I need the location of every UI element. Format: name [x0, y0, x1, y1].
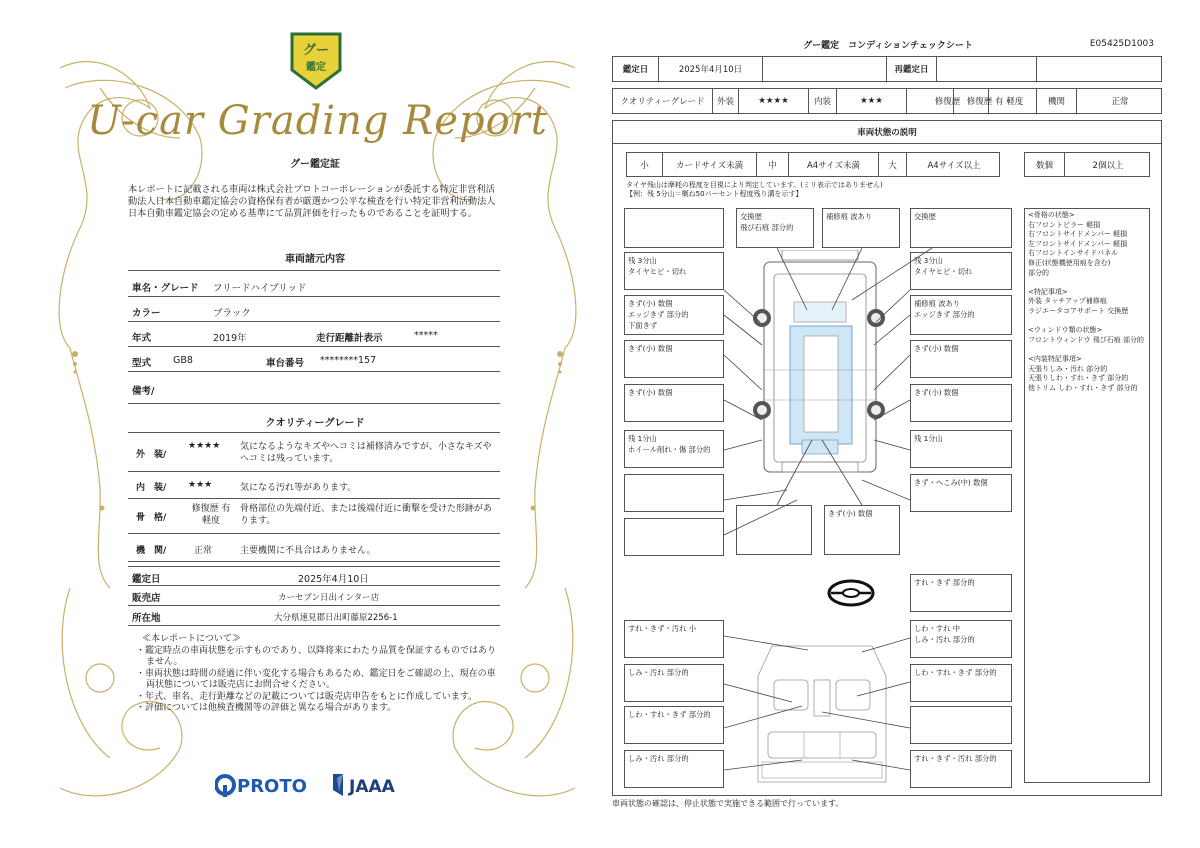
count-legend — [1024, 152, 1150, 177]
spec-name-label: 車名・グレード — [132, 283, 199, 294]
int-box-steering: すれ・きず 部分的 — [910, 574, 1012, 612]
section-title-bar — [612, 120, 1162, 144]
redate-value — [937, 57, 1037, 81]
quality-row — [612, 88, 1162, 114]
spec-row-color — [128, 297, 500, 322]
certificate-heading: グー鑑定証 — [290, 159, 340, 170]
grade-row-engine — [128, 534, 500, 562]
ext-box-right-tire-front: 残 3分山 タイヤヒビ・切れ — [910, 252, 1012, 290]
spec-year-value: 2019年 — [213, 333, 247, 344]
ext-box-left-tire-rear: 残 1分山 ホイール削れ・傷 部分的 — [624, 430, 724, 468]
jaaa-logo-text: JAAA — [349, 777, 395, 797]
size-legend — [626, 152, 1000, 177]
spec-heading: 車両諸元内容 — [285, 254, 345, 265]
spec-mileage-value: ***** — [414, 330, 438, 341]
spec-chassis-label: 車台番号 — [266, 358, 305, 369]
ext-box-right-tire-rear: 残 1分山 — [910, 430, 1012, 468]
engine-value: 正常 — [1111, 97, 1129, 107]
ext-box-left-rear: きず(小) 数個 — [624, 384, 724, 422]
engine-label: 機関 — [1037, 89, 1077, 113]
spec-row-name — [128, 272, 500, 297]
ext-box-left-tire-front: 残 3分山 タイヤヒビ・切れ — [624, 252, 724, 290]
grade-frame-label: 骨 格/ — [136, 513, 167, 523]
proto-logo-text: PROTO — [237, 776, 307, 797]
leader-lines-exterior — [612, 200, 1022, 570]
document-id: E05425D1003 — [1089, 39, 1154, 49]
tire-example: 【例：残 5分山＝概ね50パーセント程度残り溝を示す】 — [626, 190, 803, 198]
spec-color-label: カラー — [132, 308, 161, 319]
grade-row-exterior — [128, 434, 500, 472]
legend-small: 小 — [627, 153, 663, 176]
legend-large-desc: A4サイズ以上 — [927, 160, 981, 171]
divider — [128, 432, 500, 433]
int-box-mid-left: しわ・すれ・きず 部分的 — [624, 706, 724, 744]
jaaa-logo — [333, 774, 396, 797]
repair-value: 修復歴 有 軽度 — [953, 89, 1037, 113]
legend-mid: 中 — [757, 153, 789, 176]
grade-exterior-label: 外 装/ — [136, 450, 167, 460]
ext-box-left-mid: きず(小) 数個 — [624, 340, 724, 378]
grade-interior-value: ★★★ — [188, 480, 213, 490]
report-notes — [136, 634, 496, 715]
grade-interior-desc: 気になる汚れ等があります。 — [240, 483, 357, 493]
int-box-rear-right: すれ・きず・汚れ 部分的 — [910, 750, 1012, 788]
spec-row-remarks — [128, 372, 500, 404]
info-date-value: 2025年4月10日 — [298, 574, 369, 585]
sheet-footer: 車両状態の確認は、停止状態で実施できる範囲で行っています。 — [612, 799, 844, 808]
grade-interior-label: 内 装/ — [136, 483, 167, 493]
ext-box-top-mid2: 補修痕 波あり — [822, 208, 900, 248]
spec-chassis-value: ********157 — [320, 355, 377, 366]
ext-box-top-right: 交換歴 — [910, 208, 1012, 248]
date-row — [612, 56, 1162, 82]
ext-box-right-rear: きず(小) 数個 — [910, 384, 1012, 422]
info-row-date — [128, 566, 500, 586]
int-box-front-seat-left: しみ・汚れ 部分的 — [624, 664, 724, 702]
ext-box-top-mid: 交換歴 飛び石痕 部分的 — [736, 208, 814, 248]
ext-box-right-mid: きず(小) 数個 — [910, 340, 1012, 378]
spec-model-value: GB8 — [173, 355, 193, 366]
date-value: 2025年4月10日 — [659, 57, 763, 81]
spec-color-value: ブラック — [213, 308, 251, 319]
sheet-title: グー鑑定 コンディションチェックシート — [803, 41, 973, 51]
note-item: ・評価については他検査機関等の評価と異なる場合があります。 — [136, 703, 397, 713]
spec-remarks-label: 備考/ — [132, 386, 155, 397]
info-row-address — [128, 606, 500, 626]
report-title: U-car Grading Report — [87, 98, 548, 144]
steering-wheel-icon — [826, 578, 876, 608]
ext-box-right-back: きず・へこみ(中) 数個 — [910, 474, 1012, 512]
spec-row-year — [128, 322, 500, 347]
legend-mid-desc: A4サイズ未満 — [789, 153, 879, 176]
spec-name-value: フリードハイブリッド — [213, 283, 307, 294]
special-notes: <骨格の状態> 右フロントピラー 軽損 右フロントサイドメンバー 軽損 左フロントサイドメンバー 軽損 右フロントインサイドパネル 修正(状態機使用痕を含む) 部分的 <特記事項> 外装 タッチアップ補修痕 ラジエータコアサポート 交換歴 <ウィンドウ類の状態> フロントウィンドウ 飛び石痕 部分的 <内装特記事項> 天張りしみ・汚れ 部分的 天張りしわ・すれ・きず 部分的 他トリム しわ・すれ・きず 部分的 — [1024, 208, 1150, 783]
ext-value: ★★★★ — [739, 89, 809, 113]
note-item: ・年式、車名、走行距離などの記載については販売店申告をもとに作成しています。 — [136, 691, 478, 702]
int-label: 内装 — [809, 89, 837, 113]
goo-kantei-badge — [288, 30, 344, 92]
grading-report-page — [40, 28, 595, 818]
legend-large: 大 — [879, 153, 907, 176]
legend-small-desc: カードサイズ未満 — [663, 153, 757, 176]
legend-count-desc: 2個以上 — [1092, 160, 1124, 171]
badge-top-text: グー — [302, 43, 330, 58]
leader-lines-interior — [612, 610, 1022, 800]
grade-exterior-value: ★★★★ — [188, 441, 221, 451]
redate-label: 再鑑定日 — [887, 57, 937, 81]
note-item: ・車両状態は時間の経過に伴い変化する場合もあるため、鑑定日をご確認の上、現在の車両状態については販売店にお問合せください。 — [136, 668, 496, 690]
info-date-label: 鑑定日 — [132, 574, 161, 585]
ext-box-bottom-mid: きず(小) 数個 — [824, 505, 900, 555]
notes-title: ≪本レポートについて≫ — [142, 634, 241, 644]
spec-model-label: 型式 — [132, 358, 152, 369]
proto-logo — [216, 776, 307, 797]
date-label: 鑑定日 — [613, 57, 659, 81]
ext-label: 外装 — [713, 89, 739, 113]
note-item: ・鑑定時点の車両状態を示すものであり、以降将来にわたり品質を保証するものではありません。 — [136, 645, 497, 667]
condition-check-sheet — [612, 30, 1164, 820]
grade-engine-label: 機 関/ — [136, 546, 167, 556]
date-blank — [763, 57, 887, 81]
quality-label: クオリティーグレード — [613, 89, 713, 113]
grade-row-interior — [128, 472, 500, 499]
grade-heading: クオリティーグレード — [265, 418, 365, 429]
spec-row-model — [128, 347, 500, 372]
grade-exterior-desc: 気になるようなキズやヘコミは補修済みですが、小さなキズやヘコミは残っています。 — [240, 442, 492, 464]
int-box-rear-left: しみ・汚れ 部分的 — [624, 750, 724, 788]
spec-mileage-label: 走行距離計表示 — [316, 333, 383, 344]
int-box-dash-left: すれ・きず・汚れ 小 — [624, 620, 724, 658]
tire-note: タイヤ残山は摩耗の程度を目視により判定しています。(ミリ表示ではありません) — [626, 181, 883, 189]
info-row-shop — [128, 586, 500, 606]
badge-bottom-text: 鑑定 — [306, 62, 326, 73]
certificate-intro: 本レポートに記載される車両は株式会社プロトコーポレーションが委託する特定非営利活動法人日本自動車鑑定協会の資格保有者が厳選かつ公平な検査を行い特定非営利活動法人日本自動車鑑定協会の定める基準にて品質評価を行ったものであることを証明する。 — [128, 184, 496, 219]
ext-box-right-door-front: 補修痕 波あり エッジきず 部分的 — [910, 295, 1012, 335]
grade-engine-value: 正常 — [194, 546, 213, 556]
grade-frame-value: 修復歴 有 軽度 — [191, 504, 231, 526]
repair-label: 修復歴 — [907, 89, 989, 113]
info-addr-label: 所在地 — [132, 613, 161, 624]
grade-row-frame — [128, 499, 500, 534]
info-shop-value: カーセブン日出インター店 — [278, 593, 380, 603]
int-box-dash-right: しわ・すれ 中 しみ・汚れ 部分的 — [910, 620, 1012, 658]
grade-frame-desc: 骨格部位の先端付近、または後端付近に衝撃を受けた形跡があります。 — [240, 504, 493, 526]
info-addr-value: 大分県速見郡日出町藤原2256-1 — [274, 613, 398, 623]
section-title: 車両状態の説明 — [857, 128, 917, 138]
int-box-front-seat-right: しわ・すれ・きず 部分的 — [910, 664, 1012, 702]
legend-count: 数個 — [1025, 153, 1065, 176]
logo-bar — [215, 770, 415, 800]
int-value: ★★★ — [837, 89, 907, 113]
spec-year-label: 年式 — [132, 333, 152, 344]
divider — [128, 270, 500, 271]
grade-engine-desc: 主要機関に不具合はありません。 — [240, 546, 376, 556]
info-shop-label: 販売店 — [132, 593, 161, 604]
ext-box-left-door-front: きず(小) 数個 エッジきず 部分的 下面きず — [624, 295, 724, 335]
